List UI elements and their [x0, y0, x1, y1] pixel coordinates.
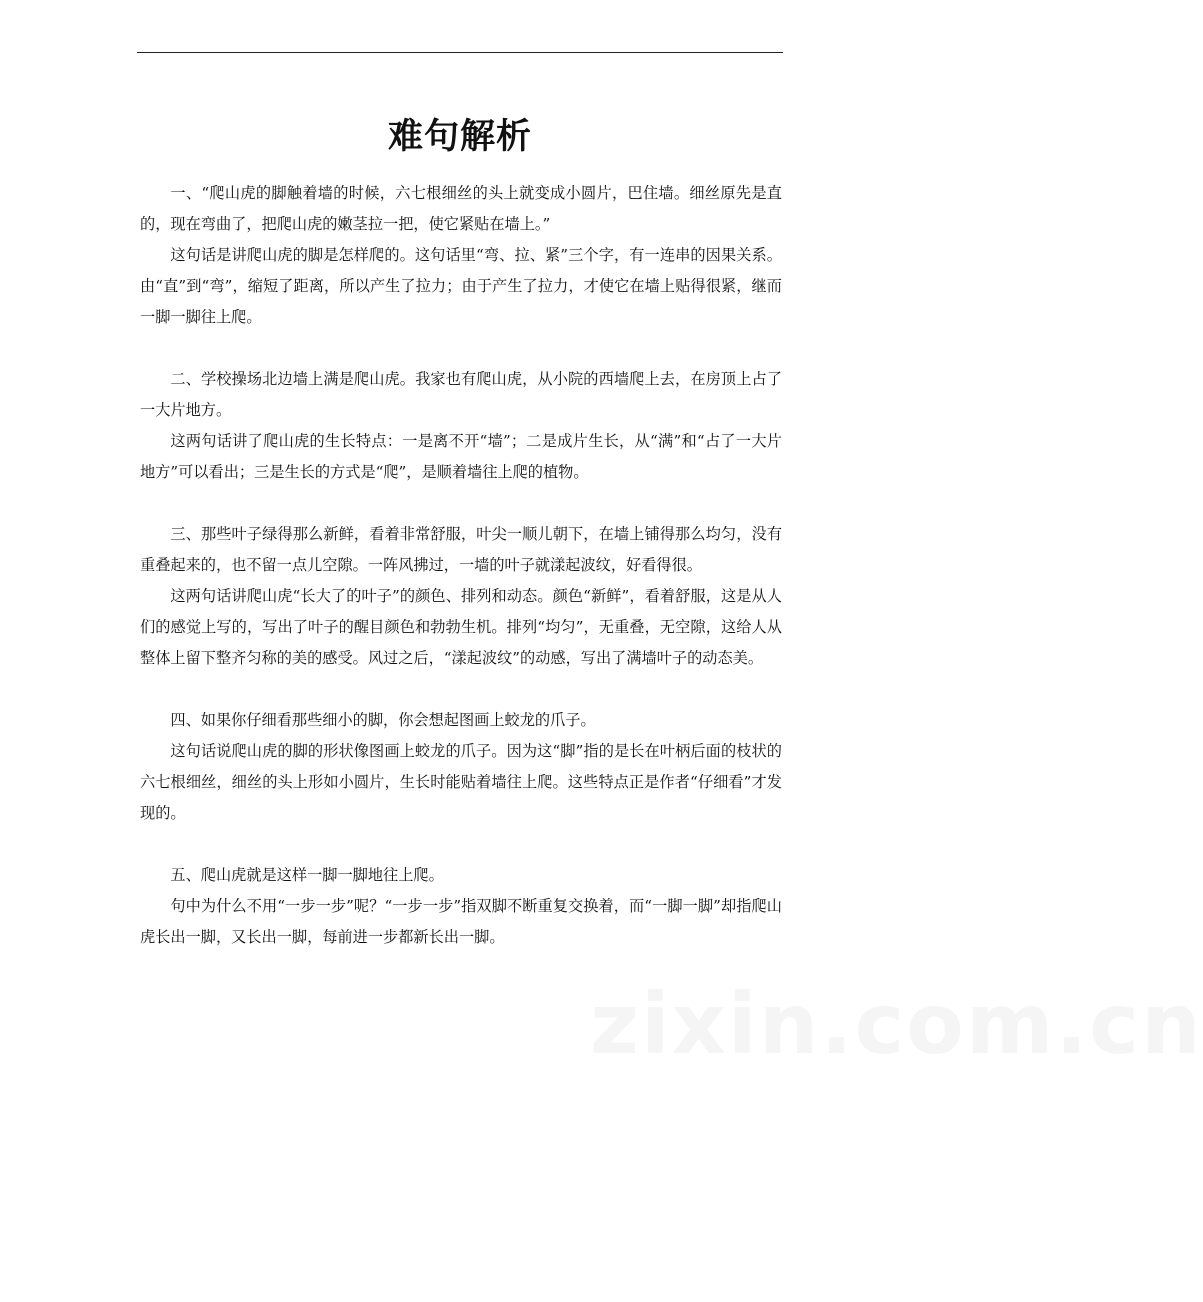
section-quote: 二、学校操场北边墙上满是爬山虎。我家也有爬山虎，从小院的西墙爬上去，在房顶上占了一大片地方。 [140, 370, 782, 419]
section-analysis: 句中为什么不用“一步一步”呢？“一步一步”指双脚不断重复交换着，而“一脚一脚”却指爬山虎长出一脚，又长出一脚，每前进一步都新长出一脚。 [140, 897, 782, 946]
section-quote: 五、爬山虎就是这样一脚一脚地往上爬。 [170, 866, 444, 884]
section-4 [140, 705, 782, 829]
watermark: zixin.com.cn [590, 975, 1203, 1073]
page-title: 难句解析 [387, 117, 532, 157]
section-5 [140, 860, 782, 953]
section-gap [140, 829, 782, 860]
section-gap [140, 488, 782, 519]
section-3 [140, 519, 782, 674]
section-quote: 三、那些叶子绿得那么新鲜，看着非常舒服，叶尖一顺儿朝下，在墙上铺得那么均匀，没有重叠起来的，也不留一点儿空隙。一阵风拂过，一墙的叶子就漾起波纹，好看得很。 [140, 525, 782, 574]
section-analysis: 这句话是讲爬山虎的脚是怎样爬的。这句话里“弯、拉、紧”三个字，有一连串的因果关系。由“直”到“弯”，缩短了距离，所以产生了拉力；由于产生了拉力，才使它在墙上贴得很紧，继而一脚一脚往上爬。 [140, 246, 782, 326]
section-analysis: 这句话说爬山虎的脚的形状像图画上蛟龙的爪子。因为这“脚”指的是长在叶柄后面的枝状的六七根细丝，细丝的头上形如小圆片，生长时能贴着墙往上爬。这些特点正是作者“仔细看”才发现的。 [140, 742, 782, 822]
document-body [140, 178, 782, 953]
section-quote: 一、“爬山虎的脚触着墙的时候，六七根细丝的头上就变成小圆片，巴住墙。细丝原先是直的，现在弯曲了，把爬山虎的嫩茎拉一把，使它紧贴在墙上。” [140, 184, 782, 233]
section-analysis: 这两句话讲了爬山虎的生长特点：一是离不开“墙”；二是成片生长，从“满”和“占了一大片地方”可以看出；三是生长的方式是“爬”，是顺着墙往上爬的植物。 [140, 432, 782, 481]
section-1 [140, 178, 782, 333]
section-gap [140, 674, 782, 705]
header-rule [137, 52, 783, 53]
section-2 [140, 364, 782, 488]
section-gap [140, 333, 782, 364]
section-quote: 四、如果你仔细看那些细小的脚，你会想起图画上蛟龙的爪子。 [170, 711, 596, 729]
section-analysis: 这两句话讲爬山虎“长大了的叶子”的颜色、排列和动态。颜色“新鲜”，看着舒服，这是从人们的感觉上写的，写出了叶子的醒目颜色和勃勃生机。排列“均匀”，无重叠，无空隙，这给人从整体上留下整齐匀称的美的感受。风过之后，“漾起波纹”的动感，写出了满墙叶子的动态美。 [140, 587, 782, 667]
